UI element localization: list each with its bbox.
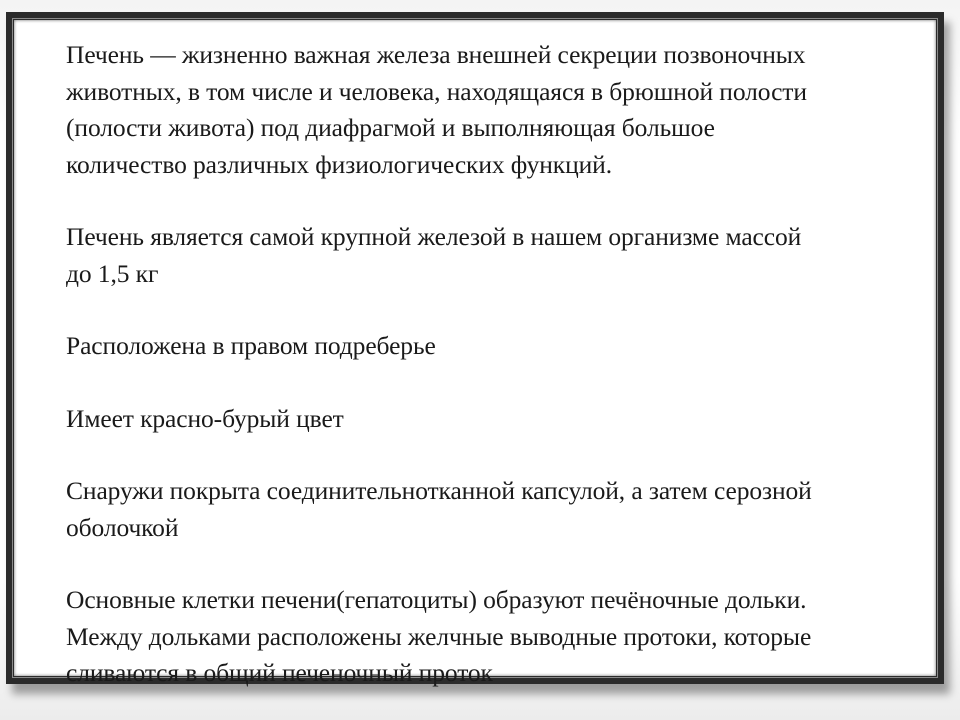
text-line: до 1,5 кг <box>66 258 159 288</box>
paragraph-gap <box>66 365 936 401</box>
paragraph-gap <box>66 437 936 473</box>
text-line: Печень — жизненно важная железа внешней секреции позвоночных <box>66 40 806 69</box>
paragraph-gap <box>66 183 936 219</box>
text-line: оболочкой <box>66 512 179 542</box>
paragraph-location <box>66 328 936 365</box>
slide-frame <box>6 12 944 687</box>
slide-text-body <box>66 37 936 692</box>
paragraph-hepatocytes <box>66 582 936 692</box>
text-line: Расположена в правом подреберье <box>66 331 436 360</box>
text-line: Основные клетки печени(гепатоциты) образуют печёночные дольки. <box>66 585 807 614</box>
text-line: Снаружи покрыта соединительнотканной капсулой, а затем серозной <box>66 476 812 505</box>
paragraph-largest-gland <box>66 219 936 292</box>
paragraph-gap <box>66 292 936 328</box>
text-line: Между дольками расположены желчные выводные протоки, которые <box>66 621 812 651</box>
text-line: животных, в том числе и человека, находящаяся в брюшной полости <box>66 76 807 106</box>
paragraph-gap <box>66 546 936 582</box>
text-line: сливаются в общий печеночный проток <box>66 658 493 687</box>
text-line: Печень является самой крупной железой в нашем организме массой <box>66 222 802 251</box>
text-line: (полости живота) под диафрагмой и выполняющая большое <box>66 113 715 142</box>
text-line: количество различных физиологических функций. <box>66 149 612 179</box>
text-line: Имеет красно-бурый цвет <box>66 403 344 433</box>
paragraph-capsule <box>66 473 936 546</box>
paragraph-color <box>66 401 936 438</box>
paragraph-liver-definition <box>66 37 936 183</box>
